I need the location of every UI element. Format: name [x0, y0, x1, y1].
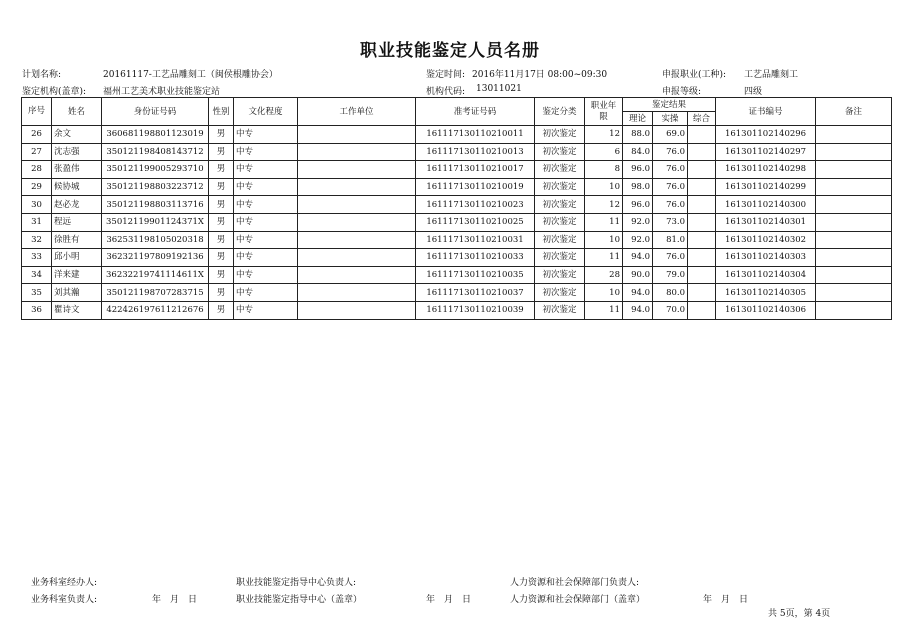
cell-note — [816, 178, 892, 196]
cell-education: 中专 — [234, 196, 298, 214]
cell-name: 洋来建 — [52, 266, 102, 284]
cell-education: 中专 — [234, 143, 298, 161]
cell-note — [816, 284, 892, 302]
cell-workplace — [298, 126, 416, 144]
hr-seal-label: 人力资源和社会保障部门（盖章） — [510, 595, 646, 605]
date-3: 年 月 日 — [703, 595, 749, 605]
cell-ticket: 161117130110210035 — [416, 266, 535, 284]
cell-overall — [688, 213, 716, 231]
cell-ticket: 161117130110210019 — [416, 178, 535, 196]
cell-theory: 98.0 — [623, 178, 653, 196]
cell-overall — [688, 143, 716, 161]
cell-years: 6 — [585, 143, 623, 161]
cell-seq: 28 — [22, 161, 52, 179]
cell-note — [816, 143, 892, 161]
cell-years: 10 — [585, 231, 623, 249]
cell-education: 中专 — [234, 213, 298, 231]
cell-overall — [688, 196, 716, 214]
plan-label: 计划名称: — [22, 70, 62, 80]
cell-note — [816, 161, 892, 179]
table-row — [22, 231, 892, 249]
cell-id: 350121199005293710 — [102, 161, 209, 179]
table-row — [22, 126, 892, 144]
org-value: 福州工艺美术职业技能鉴定站 — [103, 87, 221, 97]
cell-education: 中专 — [234, 178, 298, 196]
cell-practice: 76.0 — [653, 178, 688, 196]
header-seq: 序号 — [22, 98, 52, 126]
level-value: 四级 — [744, 87, 763, 97]
cell-gender: 男 — [209, 249, 234, 267]
cell-category: 初次鉴定 — [535, 196, 585, 214]
cell-category: 初次鉴定 — [535, 249, 585, 267]
code-value: 13011021 — [476, 84, 522, 94]
cell-gender: 男 — [209, 196, 234, 214]
cell-education: 中专 — [234, 301, 298, 319]
cell-cert: 161301102140303 — [716, 249, 816, 267]
cell-note — [816, 126, 892, 144]
roster-table — [21, 97, 892, 320]
cell-id: 362321197809192136 — [102, 249, 209, 267]
header-category: 鉴定分类 — [535, 98, 585, 126]
cell-gender: 男 — [209, 161, 234, 179]
cell-id: 35012119901124371X — [102, 213, 209, 231]
cell-name: 徐胜有 — [52, 231, 102, 249]
cell-cert: 161301102140298 — [716, 161, 816, 179]
cell-gender: 男 — [209, 126, 234, 144]
cell-years: 12 — [585, 126, 623, 144]
cell-education: 中专 — [234, 231, 298, 249]
cell-theory: 92.0 — [623, 231, 653, 249]
table-row — [22, 143, 892, 161]
cell-seq: 35 — [22, 284, 52, 302]
cell-years: 28 — [585, 266, 623, 284]
cell-note — [816, 213, 892, 231]
cell-note — [816, 249, 892, 267]
occupation-value: 工艺品雕刻工 — [744, 70, 799, 80]
table-row — [22, 161, 892, 179]
cell-seq: 34 — [22, 266, 52, 284]
header-overall: 综合 — [688, 112, 716, 126]
cell-cert: 161301102140296 — [716, 126, 816, 144]
cell-name: 张盈伟 — [52, 161, 102, 179]
cell-practice: 76.0 — [653, 143, 688, 161]
cell-theory: 84.0 — [623, 143, 653, 161]
header-result: 鉴定结果 — [623, 98, 716, 112]
cell-name: 刘其瀚 — [52, 284, 102, 302]
header-practice: 实操 — [653, 112, 688, 126]
cell-seq: 27 — [22, 143, 52, 161]
cell-id: 36232219741114611X — [102, 266, 209, 284]
cell-cert: 161301102140299 — [716, 178, 816, 196]
cell-ticket: 161117130110210037 — [416, 284, 535, 302]
cell-years: 11 — [585, 213, 623, 231]
hr-head-label: 人力资源和社会保障部门负责人: — [510, 578, 640, 588]
cell-workplace — [298, 231, 416, 249]
table-row — [22, 213, 892, 231]
cell-name: 赵必龙 — [52, 196, 102, 214]
header-note: 备注 — [816, 98, 892, 126]
cell-name: 沈志强 — [52, 143, 102, 161]
table-row — [22, 301, 892, 319]
cell-category: 初次鉴定 — [535, 143, 585, 161]
roster-body — [22, 126, 892, 320]
cell-years: 11 — [585, 301, 623, 319]
cell-overall — [688, 231, 716, 249]
cell-workplace — [298, 249, 416, 267]
cell-years: 10 — [585, 284, 623, 302]
cell-gender: 男 — [209, 213, 234, 231]
cell-theory: 94.0 — [623, 301, 653, 319]
cell-practice: 70.0 — [653, 301, 688, 319]
cell-category: 初次鉴定 — [535, 178, 585, 196]
cell-category: 初次鉴定 — [535, 284, 585, 302]
cell-education: 中专 — [234, 284, 298, 302]
table-row — [22, 178, 892, 196]
cell-cert: 161301102140300 — [716, 196, 816, 214]
date-2: 年 月 日 — [426, 595, 472, 605]
cell-name: 邱小明 — [52, 249, 102, 267]
table-header-row — [22, 98, 892, 112]
cell-workplace — [298, 301, 416, 319]
cell-theory: 92.0 — [623, 213, 653, 231]
cell-category: 初次鉴定 — [535, 266, 585, 284]
cell-workplace — [298, 161, 416, 179]
cell-category: 初次鉴定 — [535, 301, 585, 319]
cell-ticket: 161117130110210013 — [416, 143, 535, 161]
cell-practice: 81.0 — [653, 231, 688, 249]
cell-cert: 161301102140306 — [716, 301, 816, 319]
cell-gender: 男 — [209, 301, 234, 319]
cell-workplace — [298, 178, 416, 196]
cell-gender: 男 — [209, 178, 234, 196]
cell-name: 余文 — [52, 126, 102, 144]
cell-seq: 36 — [22, 301, 52, 319]
cell-theory: 96.0 — [623, 161, 653, 179]
cell-name: 瞿诗文 — [52, 301, 102, 319]
cell-practice: 69.0 — [653, 126, 688, 144]
table-row — [22, 249, 892, 267]
cell-years: 11 — [585, 249, 623, 267]
cell-practice: 79.0 — [653, 266, 688, 284]
cell-ticket: 161117130110210025 — [416, 213, 535, 231]
cell-workplace — [298, 284, 416, 302]
header-theory: 理论 — [623, 112, 653, 126]
cell-gender: 男 — [209, 284, 234, 302]
occupation-label: 申报职业(工种): — [662, 70, 727, 80]
header-workplace: 工作单位 — [298, 98, 416, 126]
cell-education: 中专 — [234, 266, 298, 284]
cell-seq: 30 — [22, 196, 52, 214]
cell-theory: 96.0 — [623, 196, 653, 214]
cell-overall — [688, 301, 716, 319]
center-seal-label: 职业技能鉴定指导中心（盖章） — [236, 595, 363, 605]
header-ticket: 准考证号码 — [416, 98, 535, 126]
cell-note — [816, 266, 892, 284]
header-name: 姓名 — [52, 98, 102, 126]
page-info: 共 5页，第 4页 — [768, 609, 831, 619]
cell-education: 中专 — [234, 249, 298, 267]
cell-id: 360681198801123019 — [102, 126, 209, 144]
cell-overall — [688, 178, 716, 196]
cell-note — [816, 231, 892, 249]
cell-id: 422426197611212676 — [102, 301, 209, 319]
cell-id: 350121198803223712 — [102, 178, 209, 196]
table-row — [22, 284, 892, 302]
header-years: 职业年限 — [585, 98, 623, 126]
cell-education: 中专 — [234, 126, 298, 144]
cell-gender: 男 — [209, 231, 234, 249]
table-row — [22, 266, 892, 284]
cell-gender: 男 — [209, 266, 234, 284]
table-row — [22, 196, 892, 214]
cell-name: 程远 — [52, 213, 102, 231]
header-gender: 性别 — [209, 98, 234, 126]
cell-id: 362531198105020318 — [102, 231, 209, 249]
cell-gender: 男 — [209, 143, 234, 161]
cell-overall — [688, 266, 716, 284]
cell-category: 初次鉴定 — [535, 161, 585, 179]
header-cert: 证书编号 — [716, 98, 816, 126]
cell-ticket: 161117130110210039 — [416, 301, 535, 319]
date-1: 年 月 日 — [152, 595, 198, 605]
org-label: 鉴定机构(盖章): — [22, 87, 87, 97]
header-education: 文化程度 — [234, 98, 298, 126]
cell-years: 10 — [585, 178, 623, 196]
cell-workplace — [298, 213, 416, 231]
level-label: 申报等级: — [662, 87, 702, 97]
cell-seq: 31 — [22, 213, 52, 231]
cell-practice: 76.0 — [653, 161, 688, 179]
cell-theory: 90.0 — [623, 266, 653, 284]
cell-ticket: 161117130110210017 — [416, 161, 535, 179]
cell-ticket: 161117130110210023 — [416, 196, 535, 214]
page-title: 职业技能鉴定人员名册 — [360, 41, 540, 61]
cell-cert: 161301102140297 — [716, 143, 816, 161]
cell-cert: 161301102140304 — [716, 266, 816, 284]
time-value: 2016年11月17日 08:00~09:30 — [472, 70, 608, 80]
cell-category: 初次鉴定 — [535, 213, 585, 231]
agent-label: 业务科室经办人: — [31, 578, 98, 588]
plan-value: 20161117-工艺品雕刻工（闽侯根雕协会） — [103, 70, 278, 80]
cell-practice: 76.0 — [653, 249, 688, 267]
cell-workplace — [298, 196, 416, 214]
cell-theory: 94.0 — [623, 249, 653, 267]
cell-theory: 88.0 — [623, 126, 653, 144]
cell-ticket: 161117130110210011 — [416, 126, 535, 144]
cell-category: 初次鉴定 — [535, 126, 585, 144]
cell-years: 12 — [585, 196, 623, 214]
cell-education: 中专 — [234, 161, 298, 179]
cell-seq: 26 — [22, 126, 52, 144]
cell-ticket: 161117130110210033 — [416, 249, 535, 267]
cell-seq: 32 — [22, 231, 52, 249]
cell-workplace — [298, 143, 416, 161]
cell-practice: 73.0 — [653, 213, 688, 231]
cell-name: 候协城 — [52, 178, 102, 196]
center-head-label: 职业技能鉴定指导中心负责人: — [236, 578, 357, 588]
cell-overall — [688, 249, 716, 267]
dept-head-label: 业务科室负责人: — [31, 595, 98, 605]
cell-workplace — [298, 266, 416, 284]
cell-theory: 94.0 — [623, 284, 653, 302]
cell-overall — [688, 126, 716, 144]
cell-practice: 80.0 — [653, 284, 688, 302]
cell-note — [816, 196, 892, 214]
cell-years: 8 — [585, 161, 623, 179]
cell-overall — [688, 161, 716, 179]
cell-cert: 161301102140302 — [716, 231, 816, 249]
cell-practice: 76.0 — [653, 196, 688, 214]
code-label: 机构代码: — [426, 87, 466, 97]
cell-id: 350121198707283715 — [102, 284, 209, 302]
cell-id: 350121198408143712 — [102, 143, 209, 161]
cell-id: 350121198803113716 — [102, 196, 209, 214]
cell-category: 初次鉴定 — [535, 231, 585, 249]
cell-seq: 33 — [22, 249, 52, 267]
cell-cert: 161301102140301 — [716, 213, 816, 231]
header-id: 身份证号码 — [102, 98, 209, 126]
cell-note — [816, 301, 892, 319]
cell-seq: 29 — [22, 178, 52, 196]
cell-cert: 161301102140305 — [716, 284, 816, 302]
cell-overall — [688, 284, 716, 302]
cell-ticket: 161117130110210031 — [416, 231, 535, 249]
time-label: 鉴定时间: — [426, 70, 466, 80]
